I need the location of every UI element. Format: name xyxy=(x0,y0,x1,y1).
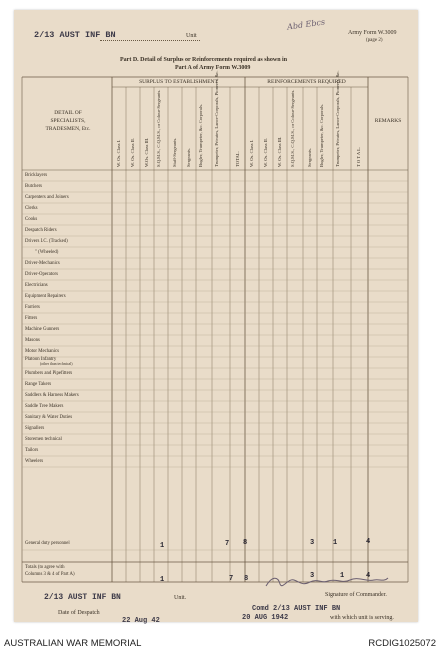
reinf-col-header: T O T A L. xyxy=(356,146,361,167)
reinf-col-header: Bugler, Trumpeter, &c. Corporals. xyxy=(319,103,324,167)
general-duty-value: 1 xyxy=(333,539,338,547)
row-label: Storemen technical xyxy=(25,437,62,442)
platoon-note: (other than technical) xyxy=(40,362,73,366)
detail-header-1: DETAIL OF xyxy=(54,110,82,116)
row-label: Butchers xyxy=(25,184,43,189)
commander-stamp-date: 20 AUG 1942 xyxy=(242,614,289,622)
surplus-header: SURPLUS TO ESTABLISHMENT xyxy=(139,79,218,85)
form-number: Army Form W.3009 xyxy=(348,30,397,36)
row-label: Bricklayers xyxy=(25,173,48,178)
row-label: Saddle Tree Makers xyxy=(25,404,64,409)
surplus-col-header: Sergeants. xyxy=(186,148,191,167)
despatch-date: 22 Aug 42 xyxy=(122,617,160,625)
row-label: Wheelers xyxy=(25,459,44,464)
despatch-label: Date of Despatch xyxy=(58,610,100,616)
commander-stamp: Comd 2/13 AUST INF BN xyxy=(252,605,341,613)
detail-header-3: TRADESMEN, Etc. xyxy=(45,126,91,132)
signature-label: Signature of Commander. xyxy=(325,592,387,598)
reinf-col-header: W. Os. Class I. xyxy=(249,139,254,167)
row-label: Drivers I.C. (Tracked) xyxy=(25,239,68,244)
totals-value: 8 xyxy=(244,575,249,583)
totals-label-2: Columns 3 & 4 of Part A) xyxy=(25,572,75,577)
surplus-col-header: W. Os. Class I. xyxy=(116,139,121,167)
form-edition: (page 2) xyxy=(366,38,383,43)
general-duty-value: 4 xyxy=(366,538,371,546)
row-label: Tailors xyxy=(25,448,39,453)
row-label: Carpenters and Joiners xyxy=(25,195,69,200)
row-label: Plumbers and Pipefitters xyxy=(25,371,73,376)
surplus-col-header: W.Os. Class III. xyxy=(144,137,149,167)
reinf-col-header: Sergeants. xyxy=(307,148,312,167)
row-label: Driver-Operators xyxy=(25,272,58,277)
row-label: Equipment Repairers xyxy=(25,294,66,299)
row-label: " (Wheeled) xyxy=(35,250,59,255)
footer-credit: AUSTRALIAN WAR MEMORIAL xyxy=(4,638,142,649)
general-duty-value: 7 xyxy=(225,540,230,548)
reinf-col-header: S.Q.M.S., C.Q.M.S., or Colour-Sergeants. xyxy=(290,89,295,167)
part-title-2: Part A of Army Form W.3009 xyxy=(175,65,251,71)
surplus-col-header: S.Q.M.S., C.Q.M.S., or Colour-Sergeants. xyxy=(156,89,161,167)
totals-value: 1 xyxy=(340,572,345,580)
row-label: Driver-Mechanics xyxy=(25,261,60,266)
surplus-col-header: W. Os. Class II. xyxy=(130,138,135,167)
commander-signature xyxy=(262,572,392,592)
reinf-col-header: W. Os. Class II. xyxy=(263,138,268,167)
row-label: Motor Mechanics xyxy=(25,349,59,354)
row-label: Signallers xyxy=(25,426,45,431)
reinf-col-header: Trumpeter, Privates, Lance-Corporals, Pioneers, &c. xyxy=(335,70,340,167)
surplus-col-header: Bugler, Trumpeter, &c. Corporals. xyxy=(198,103,203,167)
row-label: Masons xyxy=(25,338,40,343)
row-label: Sanitary & Water Duties xyxy=(25,415,73,420)
surplus-col-header: TOTAL. xyxy=(235,151,240,167)
row-label: Clerks xyxy=(25,206,38,211)
reinf-col-header: W. Os. Class III. xyxy=(277,136,282,167)
general-duty-value: 1 xyxy=(160,542,165,550)
totals-value: 4 xyxy=(366,572,371,580)
totals-value: 3 xyxy=(310,572,315,580)
row-label: Electricians xyxy=(25,283,48,288)
general-duty-label: General duty personnel xyxy=(25,541,70,546)
row-label: Farriers xyxy=(25,305,40,310)
row-label: Despatch Riders xyxy=(25,228,57,233)
row-label: Machine Gunners xyxy=(25,327,60,332)
detail-header-2: SPECIALISTS, xyxy=(50,118,86,124)
totals-label-1: Totals (to agree with xyxy=(25,565,65,570)
bottom-unit-label: Unit. xyxy=(174,595,187,601)
archive-footer xyxy=(0,630,440,654)
reinforcements-header: REINFORCEMENTS REQUIRED xyxy=(267,79,346,85)
part-title-1: Part D. Detail of Surplus or Reinforcements required as shown in xyxy=(120,57,288,63)
general-duty-value: 3 xyxy=(310,539,315,547)
handwritten-top-note: Abd Ebcs xyxy=(286,17,326,32)
general-duty-value: 8 xyxy=(243,539,248,547)
footer-id: RCDIG1025072 xyxy=(368,638,436,649)
remarks-header: REMARKS xyxy=(374,118,402,124)
totals-value: 7 xyxy=(229,575,234,583)
row-label: Fitters xyxy=(25,316,38,321)
bottom-unit-stamp: 2/13 AUST INF BN xyxy=(44,593,121,602)
surplus-col-header: Staff-Sergeants. xyxy=(172,137,177,167)
unit-stamp: 2/13 AUST INF BN xyxy=(34,30,116,40)
row-label: Cooks xyxy=(25,217,38,222)
row-label: Platoon Infantry xyxy=(25,357,57,362)
with-unit-label: with which unit is serving. xyxy=(330,615,394,621)
row-label: Saddlers & Harness Makers xyxy=(25,393,79,398)
surplus-col-header: Trumpeter, Privates, Lance-Corporals, Pioneers, &c. xyxy=(214,70,219,167)
row-label: Range Takers xyxy=(25,382,52,387)
unit-label: Unit xyxy=(186,33,197,39)
totals-value: 1 xyxy=(160,576,165,584)
